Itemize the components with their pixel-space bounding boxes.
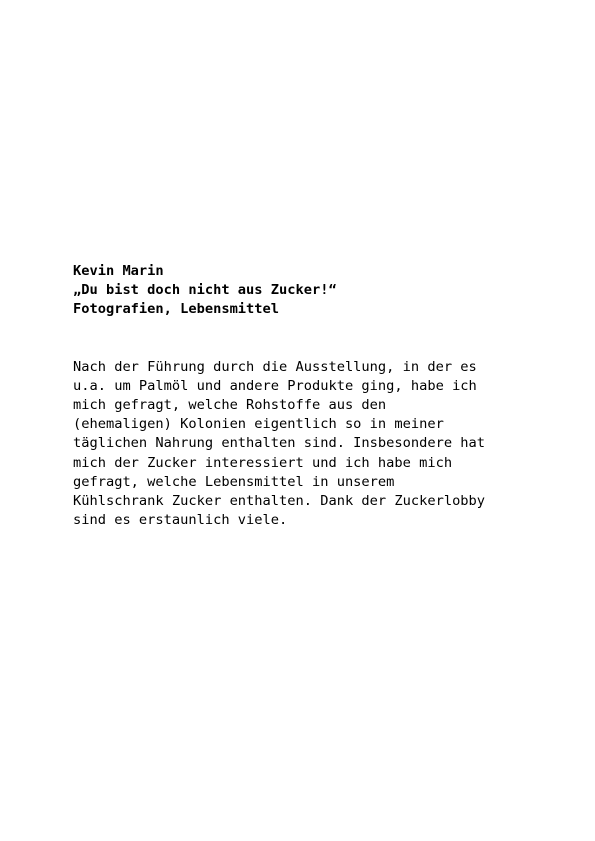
- artist-name: Kevin Marin: [73, 263, 164, 279]
- document-content: [73, 262, 543, 530]
- artwork-header: [73, 262, 543, 320]
- artwork-medium: Fotografien, Lebensmittel: [73, 301, 280, 318]
- artwork-description: Nach der Führung durch die Ausstellung, in der es u.a. um Palmöl und andere Produkte ging, habe ich mich gefragt, welche Rohstoffe aus den (ehemaligen) Kolonien eigentlich so in meiner täglichen Nahrung enthalten sind. Insbesondere hat mich der Zucker interessiert und ich habe mich gefragt, welche Lebensmittel in unserem Kühlschrank Zucker enthalten. Dank der Zuckerlobby sind es erstaunlich viele.: [73, 358, 486, 529]
- artwork-title: „Du bist doch nicht aus Zucker!“: [73, 282, 337, 299]
